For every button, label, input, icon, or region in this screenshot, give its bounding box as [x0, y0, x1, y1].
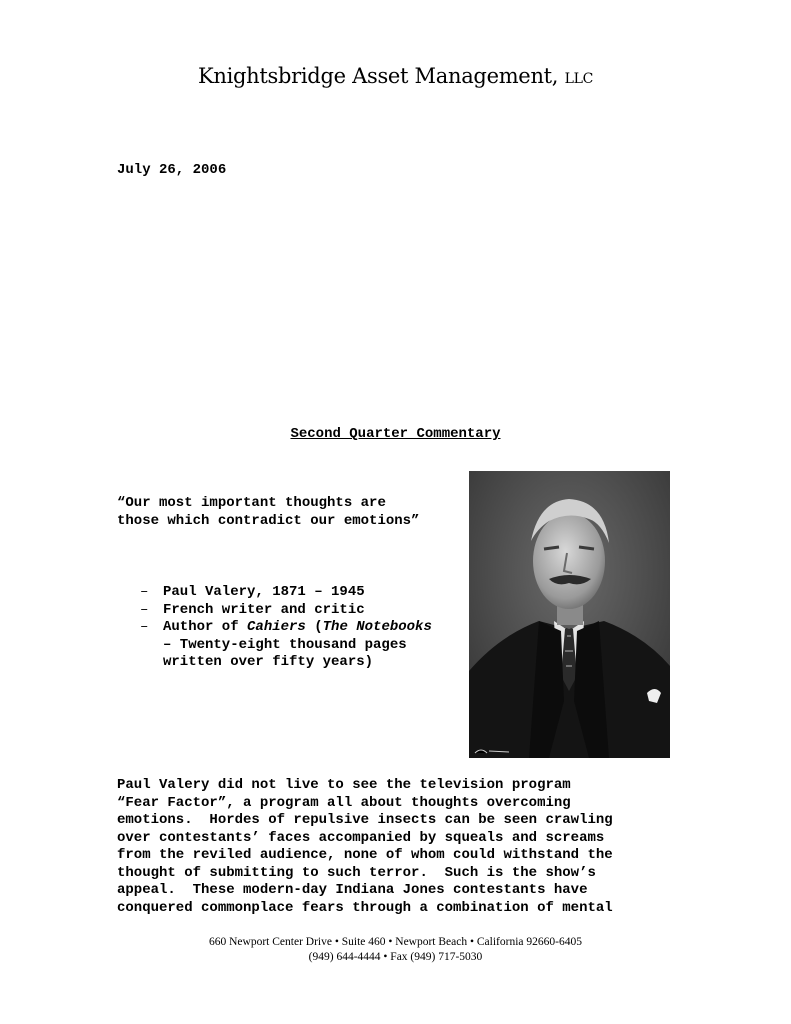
attribution-item: [140, 619, 440, 672]
dash-bullet: –: [140, 619, 149, 635]
body-line: appeal. These modern-day Indiana Jones contestants have: [117, 882, 588, 898]
attribution-list: [140, 584, 440, 672]
paren-open: (: [305, 619, 323, 635]
attribution-suffix: – Twenty-eight thousand pages written over fifty years): [163, 636, 407, 670]
commentary-body: [117, 777, 687, 917]
body-line: conquered commonplace fears through a combination of mental: [117, 899, 613, 916]
epigraph-quote: [117, 495, 462, 530]
quote-line: those which contradict our emotions”: [117, 512, 420, 529]
body-line: over contestants’ faces accompanied by squeals and screams: [117, 829, 605, 846]
company-name: Knightsbridge Asset Management,: [198, 64, 559, 88]
section-title: Second Quarter Commentary: [290, 426, 501, 442]
dash-bullet: –: [140, 584, 149, 600]
portrait-illustration: [469, 471, 670, 758]
letterhead-footer: [0, 935, 791, 965]
body-line: “Fear Factor”, a program all about thoughts overcoming: [117, 794, 571, 811]
body-line: Paul Valery did not live to see the television program: [117, 777, 571, 793]
book-title-translation: The Notebooks: [322, 619, 432, 635]
company-suffix: LLC: [564, 71, 593, 87]
attribution-prefix: Author of: [163, 619, 248, 635]
portrait-photo: [469, 471, 670, 758]
attribution-item: [140, 584, 440, 602]
dash-bullet: –: [140, 601, 149, 618]
body-line: emotions. Hordes of repulsive insects can be seen crawling: [117, 812, 613, 828]
footer-address: 660 Newport Center Drive • Suite 460 • Newport Beach • California 92660-6405: [209, 936, 582, 948]
attribution-text: French writer and critic: [163, 601, 365, 618]
attribution-item: [140, 602, 440, 620]
quote-line: “Our most important thoughts are: [117, 495, 386, 511]
company-letterhead: [0, 64, 791, 88]
attribution-text: Paul Valery, 1871 – 1945: [163, 584, 365, 600]
letter-date: July 26, 2006: [117, 162, 227, 178]
body-line: thought of submitting to such terror. Such is the show’s: [117, 864, 596, 881]
body-line: from the reviled audience, none of whom could withstand the: [117, 847, 613, 863]
book-title: Cahiers: [247, 619, 306, 635]
footer-phone-fax: (949) 644-4444 • Fax (949) 717-5030: [308, 951, 483, 963]
